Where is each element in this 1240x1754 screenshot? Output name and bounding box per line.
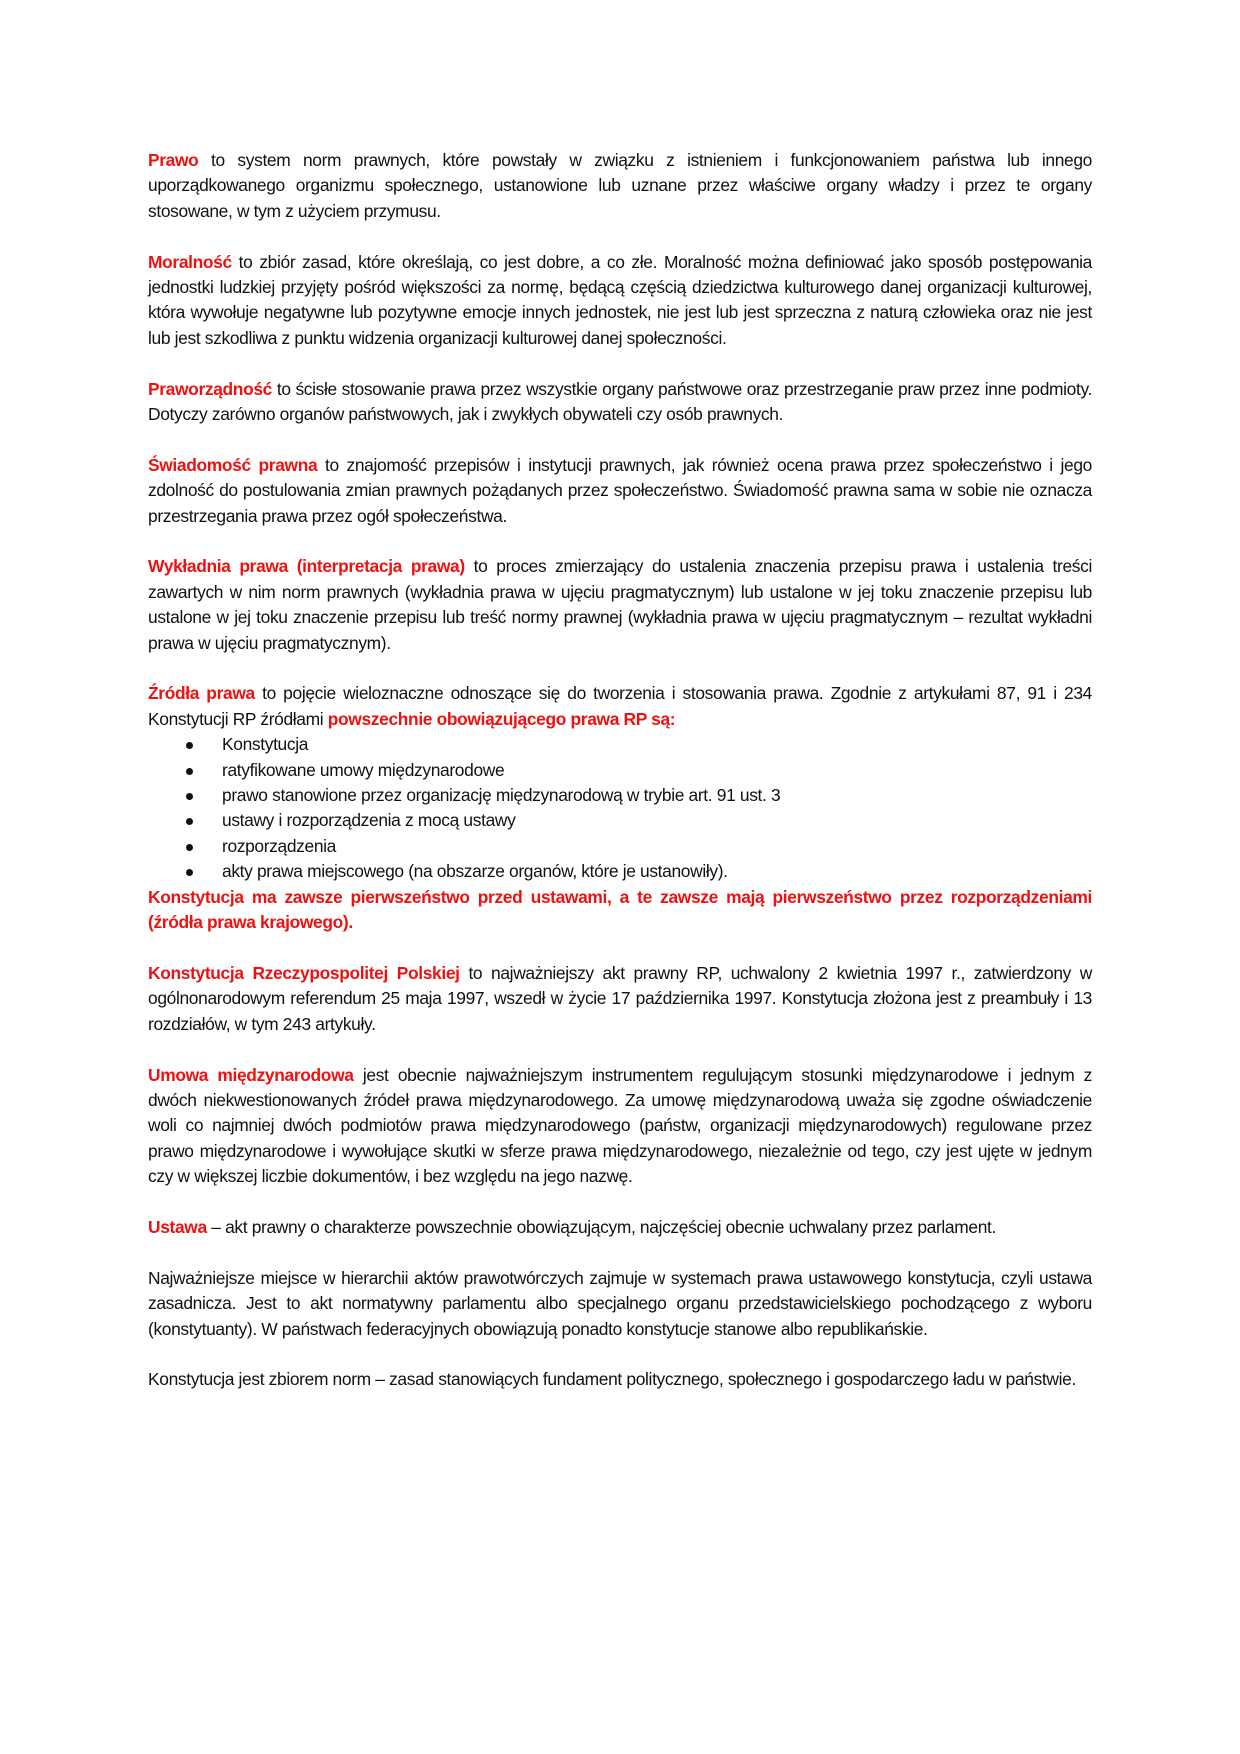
paragraph-zrodla-prawa bbox=[148, 681, 1092, 732]
definition-text: jest obecnie najważniejszym instrumentem regulującym stosunki międzynarodowe i jednym z dwóch niekwestionowanych źródeł prawa międzynarodowego. Za umowę międzynarodową uważa się zgodne oświadczenie woli co najmniej dwóch podmiotów prawa międzynarodowego (państw, organizacji międzynarodowych) regulowane przez prawo międzynarodowe i wywołujące skutki w sferze prawa międzynarodowego, niezależnie od tego, czy jest ujęte w jednym czy w większej liczbie dokumentów, i bez względu na jego nazwę. bbox=[148, 1064, 1092, 1187]
list-item-text: ustawy i rozporządzenia z mocą ustawy bbox=[222, 810, 516, 831]
term-heading: Moralność bbox=[148, 251, 232, 272]
term-heading: Źródła prawa bbox=[148, 683, 255, 704]
sources-list bbox=[148, 732, 1092, 884]
paragraph-prawo bbox=[148, 148, 1092, 224]
document-page bbox=[148, 148, 1092, 1418]
list-item bbox=[186, 783, 1092, 808]
bullet-icon bbox=[186, 844, 193, 851]
paragraph-konstytucja-rp bbox=[148, 961, 1092, 1037]
list-item-text: rozporządzenia bbox=[222, 835, 337, 856]
definition-text: to znajomość przepisów i instytucji prawnych, jak również ocena prawa przez społeczeństwo i jego zdolność do postulowania zmian prawnych pożądanych przez społeczeństwo. Świadomość prawna sama w sobie nie oznacza przestrzegania prawa przez ogół społeczeństwa. bbox=[148, 454, 1092, 526]
bullet-icon bbox=[186, 818, 193, 825]
term-heading: Konstytucja Rzeczypospolitej Polskiej bbox=[148, 962, 460, 983]
term-heading: Ustawa bbox=[148, 1216, 207, 1237]
highlight-text: powszechnie obowiązującego prawa RP są: bbox=[327, 708, 676, 729]
list-item bbox=[186, 834, 1092, 859]
term-heading: Prawo bbox=[148, 150, 199, 170]
bullet-icon bbox=[186, 742, 193, 749]
bullet-icon bbox=[186, 793, 193, 800]
paragraph-hierarchia: Najważniejsze miejsce w hierarchii aktów prawotwórczych zajmuje w systemach prawa ustawowego konstytucja, czyli ustawa zasadnicza. Jest to akt normatywny parlamentu albo specjalnego organu przedstawicielskiego pochodzącego z wyboru (konstytuanty). W państwach federacyjnych obowiązują ponadto konstytucje stanowe albo republikańskie. bbox=[148, 1267, 1092, 1339]
paragraph-wykladnia-prawa bbox=[148, 554, 1092, 656]
term-heading: Praworządność bbox=[148, 378, 272, 399]
definition-text: to system norm prawnych, które powstały w związku z istnieniem i funkcjonowaniem państwa lub innego uporządkowanego organizmu społecznego, ustanowione lub uznane przez właściwe organy władzy i przez te organy stosowane, w tym z użyciem przymusu. bbox=[148, 150, 1092, 221]
paragraph-praworzadnosc bbox=[148, 377, 1092, 428]
list-item-text: Konstytucja bbox=[222, 734, 309, 755]
list-item bbox=[186, 808, 1092, 833]
list-item bbox=[186, 758, 1092, 783]
bullet-icon bbox=[186, 869, 193, 876]
hierarchy-note: Konstytucja ma zawsze pierwszeństwo przed ustawami, a te zawsze mają pierwszeństwo przez rozporządzeniami (źródła prawa krajowego). bbox=[148, 886, 1092, 933]
definition-text: to proces zmierzający do ustalenia znaczenia przepisu prawa i ustalenia treści zawartych w nim norm prawnych (wykładnia prawa w ujęciu pragmatycznym) lub ustalone w jej toku znaczenie przepisu lub ustalone w jej toku znaczenie przepisu lub treść normy prawnej (wykładnia prawa w ujęciu pragmatycznym – rezultat wykładni prawa w ujęciu pragmatycznym). bbox=[148, 556, 1092, 653]
list-item bbox=[186, 732, 1092, 757]
list-item bbox=[186, 859, 1092, 884]
list-item-text: prawo stanowione przez organizację międzynarodową w trybie art. 91 ust. 3 bbox=[222, 785, 781, 806]
term-heading: Wykładnia prawa (interpretacja prawa) bbox=[148, 556, 465, 577]
paragraph-ustawa bbox=[148, 1215, 1092, 1240]
term-heading: Świadomość prawna bbox=[148, 454, 318, 475]
bullet-icon bbox=[186, 768, 193, 775]
definition-text: to pojęcie wieloznaczne odnoszące się do tworzenia i stosowania prawa. Zgodnie z artykułami 87, 91 i 234 Konstytucji RP źródłami bbox=[148, 683, 1092, 729]
list-item-text: ratyfikowane umowy międzynarodowe bbox=[222, 759, 505, 780]
definition-text: to najważniejszy akt prawny RP, uchwalony 2 kwietnia 1997 r., zatwierdzony w ogólnonarodowym referendum 25 maja 1997, wszedł w życie 17 października 1997. Konstytucja złożona jest z preambuły i 13 rozdziałów, w tym 243 artykuły. bbox=[148, 962, 1092, 1034]
term-heading: Umowa międzynarodowa bbox=[148, 1064, 354, 1085]
paragraph-swiadomosc-prawna bbox=[148, 453, 1092, 529]
definition-text: to ścisłe stosowanie prawa przez wszystkie organy państwowe oraz przestrzeganie praw przez inne podmioty. Dotyczy zarówno organów państwowych, jak i zwykłych obywateli czy osób prawnych. bbox=[148, 378, 1092, 425]
list-item-text: akty prawa miejscowego (na obszarze organów, które je ustanowiły). bbox=[222, 861, 728, 882]
definition-text: – akt prawny o charakterze powszechnie obowiązującym, najczęściej obecnie uchwalany przez parlament. bbox=[206, 1216, 996, 1237]
paragraph-moralnosc bbox=[148, 250, 1092, 352]
definition-text: to zbiór zasad, które określają, co jest dobre, a co złe. Moralność można definiować jako sposób postępowania jednostki ludzkiej przyjęty pośród większości za normę, będącą częścią dziedzictwa kulturowego danej organizacji kulturowej, która wywołuje negatywne lub pozytywne emocje innych jednostek, nie jest lub jest sprzeczna z naturą człowieka oraz nie jest lub jest szkodliwa z punktu widzenia organizacji kulturowej danej społeczności. bbox=[148, 251, 1092, 348]
paragraph-konstytucja-zbior-norm: Konstytucja jest zbiorem norm – zasad stanowiących fundament politycznego, społecznego i gospodarczego ładu w państwie. bbox=[148, 1369, 1076, 1390]
paragraph-umowa-miedzynarodowa bbox=[148, 1063, 1092, 1190]
